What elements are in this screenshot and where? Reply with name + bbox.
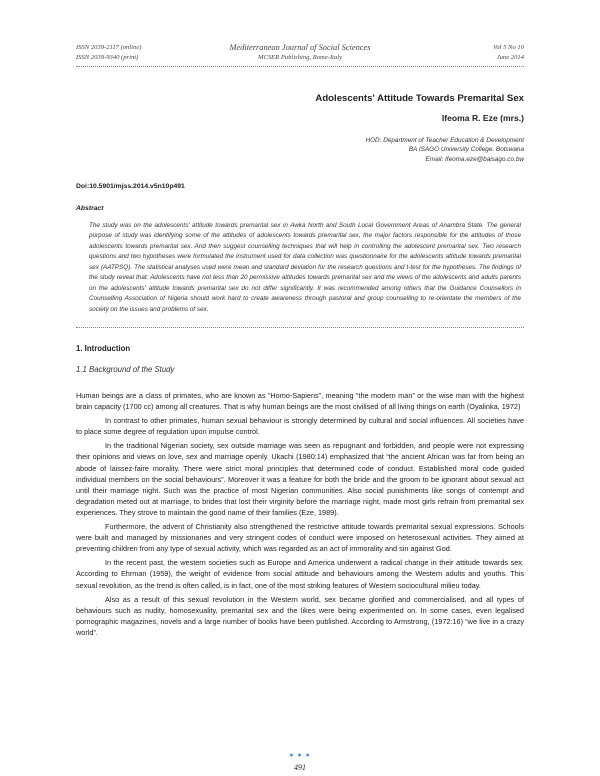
subsection-heading: 1.1 Background of the Study [76,365,175,374]
issue-date: June 2014 [496,54,524,61]
abstract-rule [76,327,524,328]
affiliation-institution: BA ISAGO University College. Botswana [408,146,524,154]
abstract-text: The study was on the adolescents' attitude towards premarital sex in Awka North and South Local Government Areas of Anambra State. The general purpose of study was identifying some of the attitudes of adolescents towards premarital sex, the major factors responsible for the attitudes of those adolescents towards premarital sex. And then suggest counselling techniques that will help in controlling the adolescent premarital sex. Two research questions and two hypotheses were formulated the instrument used for data collection was questionnaire for the adolescents attitude towards premarital sex (AATPSQ). The statistical analyses used were mean and standard deviation for the research questions and t-test for the hypotheses. The findings of the study reveal that: Adolescents have not less than 20 permissive attitudes towards premarital sex and the views of the adolescents and adults parents on the adolescents' attitude towards premarital sex do not differ significantly. It was recommended among others that the Guidance Counsellors in Counselling Association of Nigeria should work hard to create awareness through pastoral and group counselling to re-orientate the members of the society on the issues and problems of sex. [89,222,521,313]
journal-name: Mediterranean Journal of Social Sciences [229,43,371,52]
issue-block [493,43,524,63]
header-rule [76,66,524,67]
publisher: MCSER Publishing, Rome-Italy [257,54,343,61]
affiliation-department: HOD: Department of Teacher Education & Development [365,137,524,144]
page-number: 491 [294,763,306,772]
section-heading: 1. Introduction [76,344,131,353]
article-title: Adolescents' Attitude Towards Premarital Sex [315,93,524,104]
footer-dots: ● ● ● [289,752,311,759]
paragraph: In the traditional Nigerian society, sex outside marriage was seen as repugnant and forbidden, and people were not expressing their opinions and views on love, sex and marriage openly. Ukachi (1980:14) emphasized that “the ancient African was far from being an abode of laissez-faire morality. There were strict moral principles that determined code of conduct. Established moral code guided individual members on the social behaviours”. Moreover it was a feature for both the bride and the groom to be ignorant about sexual act until their marriage night. Such was the practice of most Nigerian communities. Also social punishments like songs of contempt and degradation meted out at marriage, to brides that lost their virginity before the marriage night, made most girls refrain from premarital sex experiences. They strove to maintain the good name of their families (Eze, 1989). [76,441,524,517]
author-name: Ifeoma R. Eze (mrs.) [441,113,524,123]
paragraph: Also as a result of this sexual revolution in the Western world, sex became glorified and commercialised, and all types of behaviours such as nudity, homosexuality, premarital sex and the likes were being experimented on. In some cases, even legalised pornographic magazines, novels and a large number of books have been published. According to Armstrong, (1972:16) “we live in a crazy world”. [76,594,524,637]
paragraph: In contrast to other primates, human sexual behaviour is strongly determined by cultural and social influences. All societies have to place some degree of regulation upon impulse control. [76,416,524,437]
body-text [76,390,524,641]
doi: Doi:10.5901/mjss.2014.v5n10p491 [76,183,185,190]
paragraph: Furthermore, the advent of Christianity also strengthened the restrictive attitude towards premarital sexual expressions. Schools were built and managed by missionaries and very stringent codes of conduct were imposed on heterosexual activities. They aimed at preventing children from any type of sexual activity, which was regarded as an act of immorality and sin against God. [76,522,524,554]
paragraph: Human beings are a class of primates, who are known as “Homo-Sapiens”, meaning “the modern man” or the wise man with the highest brain capacity (1700 cc) among all creatures. That is why human beings are the most civilised of all living things on earth (Oyalinka, 1972) [76,391,524,412]
paragraph: In the recent past, the western societies such as Europe and America underwent a radical change in their attitude towards sex. According to Ehrman (1959), the weight of evidence from social attitude and behaviours among the Western adults and youths. This sexual revolution, as the trend is often called, is in fact, one of the most striking features of Western sociocultural milieu today. [76,558,524,590]
volume: Vol 5 No 10 [493,44,524,51]
abstract-heading: Abstract [76,205,104,212]
issn-print: ISSN 2039-9340 (print) [76,54,139,61]
issn-online: ISSN 2039-2117 (online) [76,44,142,51]
affiliation-email: Email: Ifeoma.eze@baisago.co.bw [425,155,524,163]
author-affiliation [365,136,524,164]
